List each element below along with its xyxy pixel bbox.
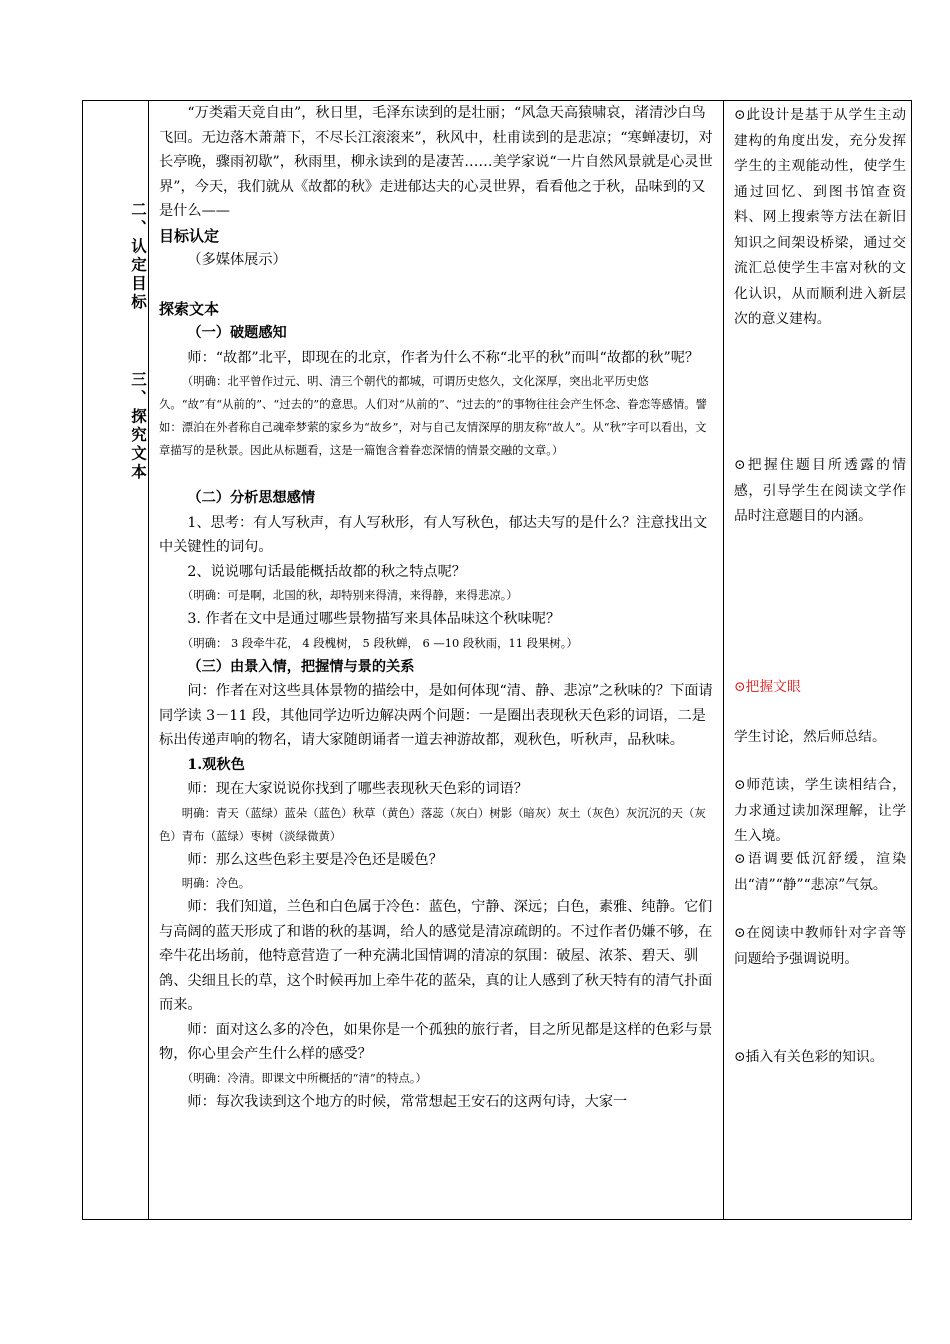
section2-question-3: 3. 作者在文中是通过哪些景物描写来具体品味这个秋味呢？ [187, 611, 561, 627]
color-question-2: 师：那么这些色彩主要是冷色还是暖色？ [187, 851, 443, 868]
color-teacher-text: 师：我们知道，兰色和白色属于冷色：蓝色，宁静、深远；白色，素雅、纯静。它们与高阔的蓝天形成了和谐的秋的基调，给人的感觉是清凉疏朗的。不过作者仍嫌不够，在牵牛花出场前，他特意营造了一种充满北国情调的清凉的氛围：破屋、浓茶、碧天、驯鸽、尖细且长的草，这个时候再加上牵牛花的蓝朵，真的让人感到了秋天特有的清气扑面而来。 [159, 899, 713, 1013]
section1-answer: （明确：北平曾作过元、明、清三个朝代的都城，可谓历史悠久，文化深厚，突出北平历史悠久。“故”有“从前的”、“过去的”的意思。人们对“从前的”、“过去的”的事物往往会产生怀念、眷恋等感情。譬如：漂泊在外者称自己魂牵梦萦的家乡为“故乡”，对与自己友情深厚的朋友称“故人”。从“秋”字可以看出，文章描写的是秋景。因此从标题看，这是一篇饱含着眷恋深情的情景交融的文章。） [159, 374, 708, 457]
section2-question-2: 2、说说哪句话最能概括故都的秋之特点呢？ [187, 563, 466, 580]
note-tone: ⊙语调要低沉舒缓，渲染出“清”“静”“悲凉”气氛。 [734, 851, 906, 893]
color-answer-3: （明确：冷清。即课文中所概括的“清”的特点。） [181, 1070, 427, 1085]
note-discussion: 学生讨论，然后师总结。 [734, 729, 886, 745]
color-last-line: 师：每次我读到这个地方的时候，常常想起王安石的这两句诗，大家一 [187, 1093, 628, 1110]
color-question: 师：现在大家说说你找到了哪些表现秋天色彩的词语？ [187, 781, 528, 797]
color-answer: 明确：青天（蓝绿）蓝朵（蓝色）秋草（黄色）落蕊（灰白）树影（暗灰）灰土（灰色）灰沉沉的天（灰色）青布（蓝绿）枣树（淡绿微黄） [159, 805, 706, 843]
section-label-column [83, 101, 149, 1219]
note-model-reading: ⊙师范读，学生读相结合，力求通过读加深理解，让学生入境。 [734, 777, 906, 844]
color-question-3: 师：面对这么多的冷色，如果你是一个孤独的旅行者，目之所见都是这样的色彩与景物，你心里会产生什么样的感受？ [159, 1021, 713, 1062]
note-design-rationale: ⊙此设计是基于从学生主动建构的角度出发，充分发挥学生的主观能动性，使学生通过回忆、到图书馆查资料、网上搜索等方法在新旧知识之间架设桥梁，通过交流汇总使学生丰富对秋的文化认识，从而顺利进入新层次的意义建构。 [734, 107, 906, 327]
section3-heading: （三）由景入情，把握情与景的关系 [187, 658, 415, 675]
color-subheading: 1.观秋色 [187, 756, 245, 773]
section1-question: 师：“故都”北平，即现在的北京，作者为什么不称“北平的秋”而叫“故都的秋”呢？ [187, 349, 700, 366]
note-key-phrase: ⊙把握文眼 [734, 679, 801, 695]
main-content-column [159, 101, 715, 1114]
note-title-meaning: ⊙把握住题目所透露的情感，引导学生在阅读文学作品时注意题目的内涵。 [734, 457, 906, 524]
section2-question-1: 1、思考：有人写秋声，有人写秋形，有人写秋色，郁达夫写的是什么？注意找出文中关键性的词句。 [159, 514, 708, 555]
note-pronunciation: ⊙在阅读中教师针对字音等问题给予强调说明。 [734, 925, 906, 967]
lesson-plan-table [82, 100, 912, 1220]
section2-answer-3: （明确： 3 段牵牛花， 4 段槐树， 5 段秋蝉， 6 —10 段秋雨，11 段果树。） [181, 635, 578, 650]
intro-paragraph: “万类霜天竞自由”，秋日里，毛泽东读到的是壮丽；“风急天高猿啸哀，渚清沙白鸟飞回。无边落木萧萧下，不尽长江滚滚来”，秋风中，杜甫读到的是悲凉；“寒蝉凄切，对长亭晚，骤雨初歇”，秋雨里，柳永读到的是凄苦……美学家说“一片自然风景就是心灵世界”，今天，我们就从《故都的秋》走进郁达夫的心灵世界，看看他之于秋，品味到的又是什么—— [159, 105, 713, 219]
section2-heading: （二）分析思想感情 [187, 490, 316, 506]
section3-question: 问：作者在对这些具体景物的描绘中，是如何体现“清、静、悲凉”之秋味的？下面请同学读 3－11 段，其他同学边听边解决两个问题：一是圈出表现秋天色彩的词语，二是标出传递声响的物名，请大家随朗诵者一道去神游故都，观秋色，听秋声，品秋味。 [159, 683, 713, 748]
section1-heading: （一）破题感知 [187, 325, 287, 341]
section2-answer-2: （明确：可是啊，北国的秋，却特别来得清，来得静，来得悲凉。） [181, 588, 518, 602]
goal-subtext: （多媒体展示） [187, 252, 287, 268]
section-label-goals: 二、认定目标 [129, 201, 148, 312]
notes-column [723, 101, 911, 1219]
explore-heading: 探索文本 [159, 299, 220, 318]
section-label-explore: 三、探究文本 [129, 371, 148, 482]
color-answer-2: 明确：冷色。 [181, 876, 251, 890]
goal-heading: 目标认定 [159, 226, 220, 245]
note-color-knowledge: ⊙插入有关色彩的知识。 [734, 1049, 884, 1065]
